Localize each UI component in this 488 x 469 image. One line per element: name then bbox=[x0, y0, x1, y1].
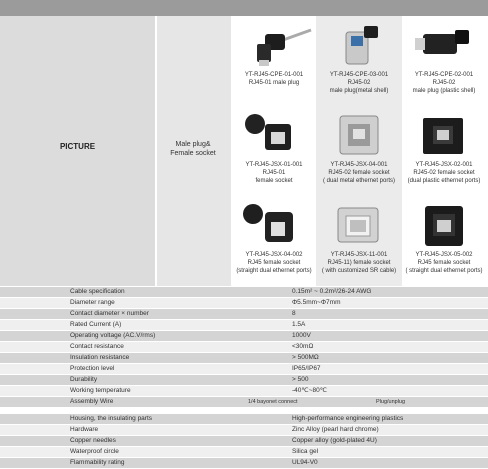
spec-label: Contact resistance bbox=[70, 343, 124, 350]
product-desc: (dual plastic ethernet ports) bbox=[407, 178, 481, 184]
spec-label: Insulation resistance bbox=[70, 354, 130, 361]
plastic-socket-icon bbox=[401, 110, 487, 160]
socket-with-cap-straight-icon bbox=[231, 200, 317, 250]
assembly-row bbox=[0, 397, 488, 408]
material-row bbox=[0, 436, 488, 447]
spec-value: <30mΩ bbox=[292, 343, 314, 350]
assembly-value-a: 1/4 bayonet connect bbox=[248, 399, 298, 405]
metal-socket-sr-icon bbox=[316, 200, 402, 250]
spec-row bbox=[0, 298, 488, 309]
product-card bbox=[231, 196, 317, 286]
product-desc: male plug (plastic shell) bbox=[412, 88, 476, 94]
product-desc: ( dual metal ethernet ports) bbox=[322, 178, 396, 184]
product-model: RJ45-02 bbox=[347, 80, 371, 86]
spec-label: Operating voltage (AC.V/rms) bbox=[70, 332, 156, 339]
spec-row bbox=[0, 331, 488, 342]
material-value: Silica gel bbox=[292, 448, 319, 455]
product-card bbox=[231, 106, 317, 196]
product-model: RJ45-11) female socket bbox=[327, 260, 391, 266]
product-model: RJ45-02 female socket bbox=[328, 170, 390, 176]
product-card bbox=[316, 16, 402, 106]
spec-label: Working temperature bbox=[70, 387, 131, 394]
material-row bbox=[0, 425, 488, 436]
material-row bbox=[0, 447, 488, 458]
spec-table bbox=[0, 287, 488, 469]
section-label: PICTURE bbox=[59, 142, 96, 151]
product-desc: male plug(metal shell) bbox=[329, 88, 389, 94]
type-label bbox=[155, 140, 231, 158]
product-card bbox=[231, 16, 317, 106]
product-desc: ( with customized SR cable) bbox=[321, 268, 397, 274]
material-value: Zinc Alloy (pearl hard chrome) bbox=[292, 426, 379, 433]
spec-label: Contact diameter × number bbox=[70, 310, 149, 317]
spec-value: > 500MΩ bbox=[292, 354, 319, 361]
material-row bbox=[0, 414, 488, 425]
product-card bbox=[316, 196, 402, 286]
product-code: YT-RJ45-JSX-02-001 bbox=[415, 162, 473, 168]
spec-value: > 500 bbox=[292, 376, 309, 383]
black-plug-with-cable-icon bbox=[231, 20, 317, 70]
spec-value: 1.5A bbox=[292, 321, 306, 328]
spec-label: Cable specification bbox=[70, 288, 125, 295]
spec-row bbox=[0, 364, 488, 375]
type-label-line2: Female socket bbox=[170, 150, 216, 157]
material-value: High-performance engineering plastics bbox=[292, 415, 404, 422]
spec-row bbox=[0, 342, 488, 353]
product-code: YT-RJ45-JSX-01-001 bbox=[245, 162, 303, 168]
product-desc: female socket bbox=[255, 178, 293, 184]
spec-value: 8 bbox=[292, 310, 296, 317]
material-label: Waterproof circle bbox=[70, 448, 119, 455]
material-row bbox=[0, 458, 488, 469]
product-desc: (straight dual ethernet ports) bbox=[236, 268, 312, 274]
product-code: YT-RJ45-JSX-04-001 bbox=[330, 162, 388, 168]
black-socket-with-cap-icon bbox=[231, 110, 317, 160]
product-desc: ( straight dual ethernet ports) bbox=[405, 268, 483, 274]
material-value: UL94-V0 bbox=[292, 459, 318, 466]
material-label: Copper needles bbox=[70, 437, 116, 444]
material-label: Flammability rating bbox=[70, 459, 125, 466]
material-value: Copper alloy (gold-plated 4U) bbox=[292, 437, 377, 444]
spec-value: 1000V bbox=[292, 332, 311, 339]
product-card bbox=[316, 106, 402, 196]
metal-plug-icon bbox=[316, 20, 402, 70]
metal-socket-icon bbox=[316, 110, 402, 160]
spec-label: Assembly Wire bbox=[70, 398, 114, 405]
spec-value: IP65/IP67 bbox=[292, 365, 321, 372]
product-code: YT-RJ45-CPE-02-001 bbox=[414, 72, 474, 78]
spec-row bbox=[0, 287, 488, 298]
product-card bbox=[401, 196, 488, 286]
product-code: YT-RJ45-CPE-01-001 bbox=[244, 72, 304, 78]
spec-row bbox=[0, 375, 488, 386]
spec-row bbox=[0, 309, 488, 320]
product-model: RJ45-01 bbox=[262, 170, 286, 176]
product-code: YT-RJ45-JSX-11-001 bbox=[330, 252, 388, 258]
spec-label: Diameter range bbox=[70, 299, 115, 306]
spec-row bbox=[0, 320, 488, 331]
product-code: YT-RJ45-JSX-04-002 bbox=[245, 252, 303, 258]
black-square-socket-icon bbox=[401, 200, 487, 250]
spec-label: Protection level bbox=[70, 365, 115, 372]
material-label: Housing, the insulating parts bbox=[70, 415, 153, 422]
header-band bbox=[0, 0, 488, 16]
assembly-value-b: Plug/unplug bbox=[376, 399, 406, 405]
spec-row bbox=[0, 353, 488, 364]
product-code: YT-RJ45-CPE-03-001 bbox=[329, 72, 389, 78]
picture-label-cell bbox=[0, 16, 155, 286]
product-card bbox=[401, 16, 488, 106]
product-card bbox=[401, 106, 488, 196]
spec-label: Rated Current (A) bbox=[70, 321, 122, 328]
product-model: RJ45-02 female socket bbox=[413, 170, 475, 176]
material-label: Hardware bbox=[70, 426, 99, 433]
product-code: YT-RJ45-JSX-05-002 bbox=[415, 252, 473, 258]
product-model: RJ45-02 bbox=[432, 80, 456, 86]
spec-value: 0.15m² ~ 0.2m²/26-24 AWG bbox=[292, 288, 372, 295]
product-model: RJ45-01 male plug bbox=[248, 80, 300, 86]
spec-label: Durability bbox=[70, 376, 98, 383]
spec-row bbox=[0, 386, 488, 397]
spec-value: -40℃~80℃ bbox=[292, 387, 328, 394]
plastic-plug-icon bbox=[401, 20, 487, 70]
spec-value: Φ5.5mm~Φ7mm bbox=[292, 299, 341, 306]
product-model: RJ45 female socket bbox=[417, 260, 471, 266]
product-model: RJ45 female socket bbox=[247, 260, 301, 266]
type-label-line1: Male plug& bbox=[175, 141, 211, 148]
